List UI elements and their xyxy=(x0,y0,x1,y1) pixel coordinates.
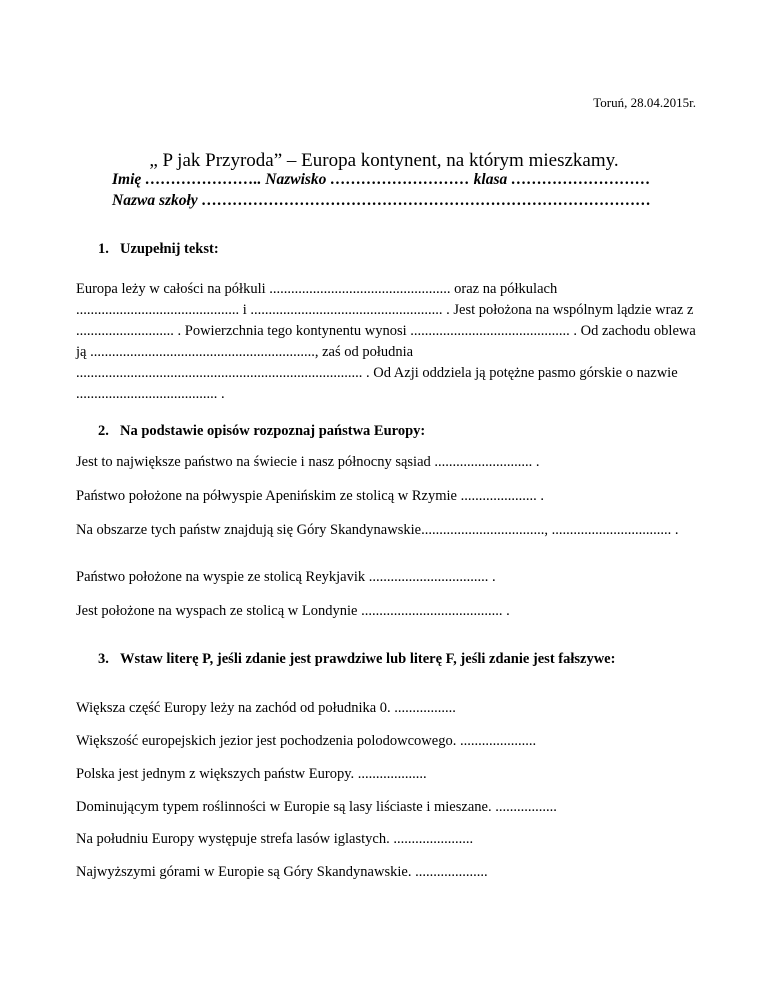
true-false-question-3: Polska jest jednym z większych państw Europy. ................... xyxy=(76,766,427,782)
school-name-line: Nazwa szkoły …………………………………………………………………………… xyxy=(112,192,652,209)
section-2-title: Na podstawie opisów rozpoznaj państwa Europy: xyxy=(120,423,426,439)
true-false-question-4: Dominującym typem roślinności w Europie są lasy liściaste i mieszane. ................. xyxy=(76,799,557,815)
student-info-block xyxy=(112,169,651,211)
section-3-number: 3. xyxy=(98,651,109,667)
country-question-3: Na obszarze tych państw znajdują się Góry Skandynawskie.................................., ................................. . xyxy=(76,522,679,538)
section-1-heading xyxy=(98,241,219,258)
document-title: „ P jak Przyroda” – Europa kontynent, na którym mieszkamy. xyxy=(149,150,619,171)
student-name-line: Imię ………………….. Nazwisko ……………………… klasa ……………………… xyxy=(112,171,651,188)
true-false-question-6: Najwyższymi górami w Europie są Góry Skandynawskie. .................... xyxy=(76,864,488,880)
section-1-fill-text: Europa leży w całości na półkuli .................................................. oraz na półkulach ............................................. i ..................................................... . Jest położona na wspólnym lądzie wraz z ........................... . Powierzchnia tego kontynentu wynosi ............................................ . Od zachodu oblewa ją .............................................................., zaś od południa ............................................................................... . Od Azji oddziela ją potężne pasmo górskie o nazwie ....................................... . xyxy=(76,281,696,402)
country-question-2: Państwo położone na półwyspie Apenińskim ze stolicą w Rzymie ..................... . xyxy=(76,488,544,504)
section-1-number: 1. xyxy=(98,241,109,257)
section-2-heading xyxy=(98,423,425,440)
section-1-title: Uzupełnij tekst: xyxy=(120,241,219,257)
country-question-5: Jest położone na wyspach ze stolicą w Londynie ....................................... . xyxy=(76,603,510,619)
document-date: Toruń, 28.04.2015r. xyxy=(593,95,696,110)
country-question-1: Jest to największe państwo na świecie i nasz północny sąsiad ........................... . xyxy=(76,454,540,470)
section-2-number: 2. xyxy=(98,423,109,439)
true-false-question-2: Większość europejskich jezior jest pochodzenia polodowcowego. ..................... xyxy=(76,733,537,749)
section-3-heading xyxy=(98,651,615,668)
true-false-question-1: Większa część Europy leży na zachód od południka 0. ................. xyxy=(76,700,456,716)
true-false-question-5: Na południu Europy występuje strefa lasów iglastych. ...................... xyxy=(76,831,474,847)
section-3-title: Wstaw literę P, jeśli zdanie jest prawdziwe lub literę F, jeśli zdanie jest fałszywe: xyxy=(120,651,616,667)
country-question-4: Państwo położone na wyspie ze stolicą Reykjavik ................................. . xyxy=(76,569,496,585)
